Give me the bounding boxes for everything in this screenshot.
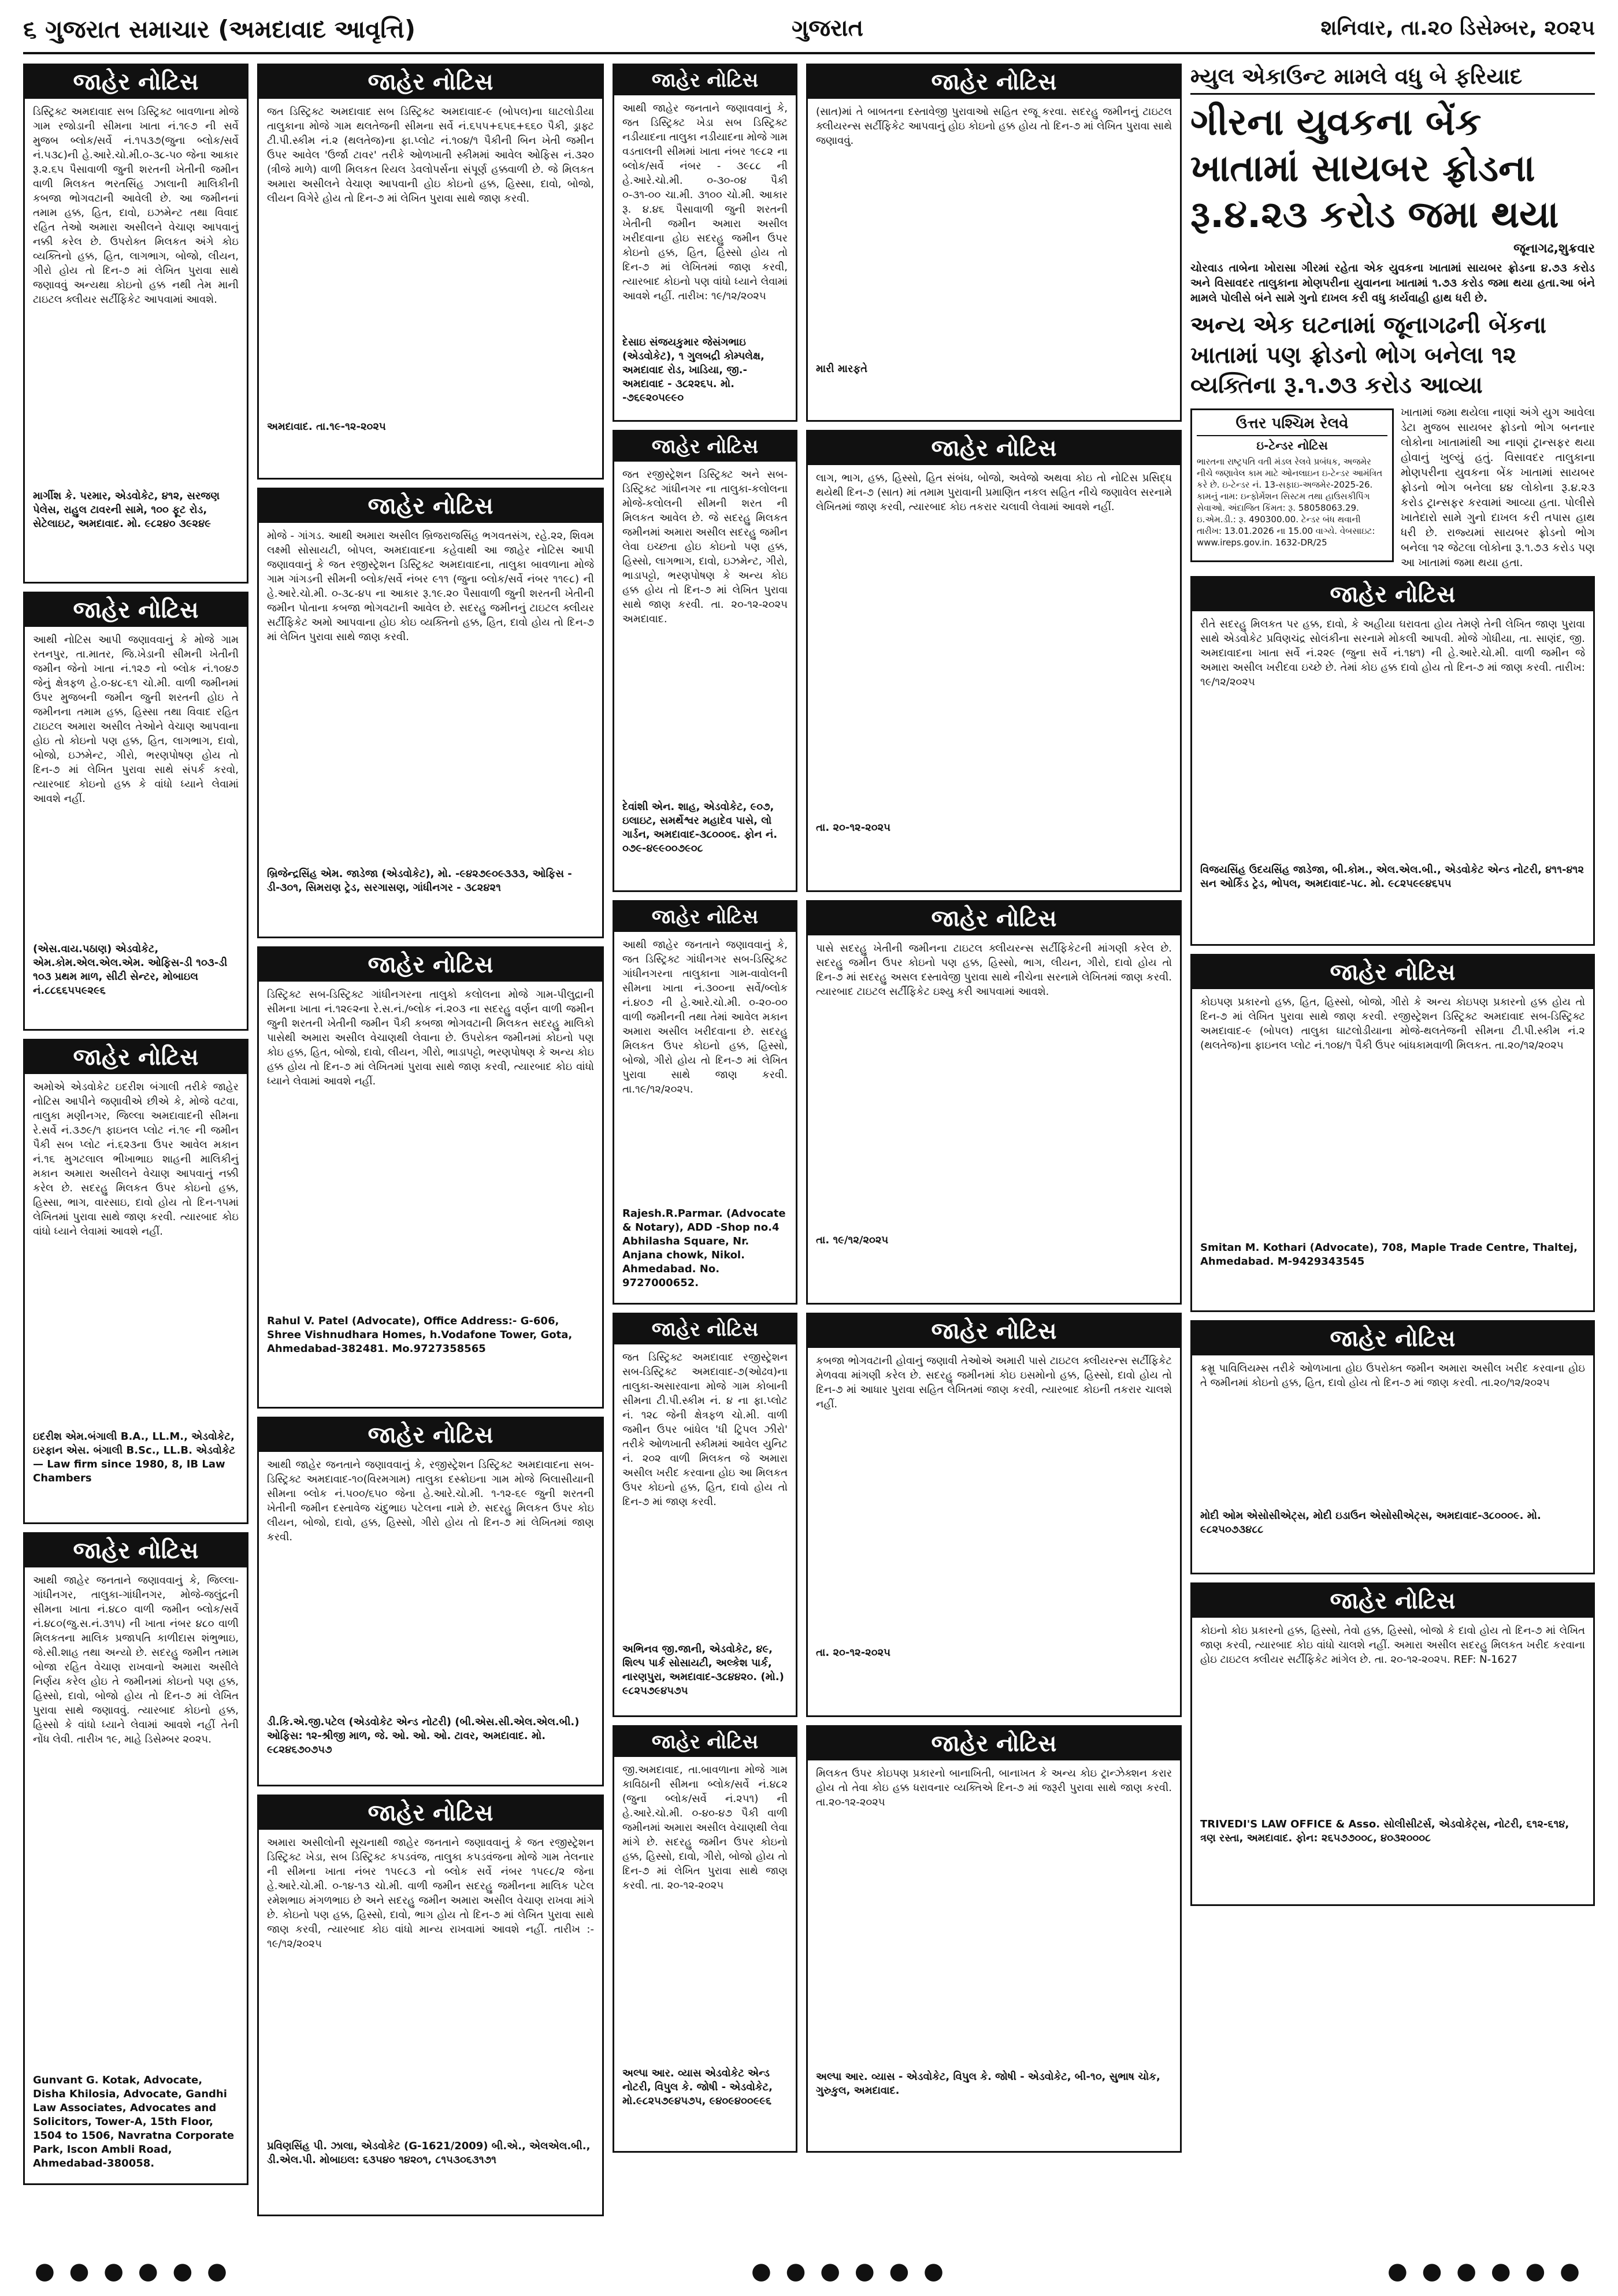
notice-title: જાહેર નોટિસ bbox=[808, 1314, 1180, 1348]
notice-title: જાહેર નોટિસ bbox=[259, 1418, 602, 1452]
public-notice bbox=[257, 488, 604, 938]
advocate-signature: અલ્પા આર. વ્યાસ એડવોકેટ એન્ડ નોટરી, વિપુલ કે. જોષી - એડવોકેટ, મો.૯૮૨૫૭૯૪૫૭૫, ૯૪૦૯૪૦૦૯૯૬ bbox=[622, 2067, 773, 2107]
public-notice bbox=[23, 1039, 248, 1524]
public-notice bbox=[806, 430, 1182, 892]
public-notice bbox=[257, 1795, 604, 2216]
advocate-signature: તા. ૨૦-૧૨-૨૦૨૫ bbox=[816, 822, 890, 834]
notice-title: જાહેર નોટિસ bbox=[25, 65, 247, 99]
print-registration-marks: ● ● ● ● ● ● bbox=[751, 2258, 947, 2284]
notice-title: જાહેર નોટિસ bbox=[808, 902, 1180, 935]
notice-title: જાહેર નોટિસ bbox=[259, 1796, 602, 1830]
notice-text: આથી જાહેર જનતાને જણાવવાનું કે, જત ડિસ્ટ્રિક્ટ ખેડા સબ ડિસ્ટ્રિક્ટ નડીયાદના તાલુકા નડીયાદના મોજે ગામ વડતાલની સીમમાં ખાતા નંબર ૧૯૮૨ ના બ્લોક/સર્વે નંબર - ૩૯૮૮ ની હે.આરે.ચો.મી. ૦-૩૦-૦૪ પૈકી ૦-૩૧-૦૦ ચા.મી. ૩૧૦૦ ચો.મી. આકાર રૂ. ૪.૪૬ પૈસાવાળી જુની શરતની ખેતીની જમીન અમારા અસીલ ખરીદવાના હોઇ સદરહુ જમીન ઉપર કોઇનો હક્ક, હિત, હિસ્સો હોય તો દિન-૭ માં લેખિતમાં જાણ કરવી, ત્યારબાદ કોઇનો પણ વાંધો ધ્યાને લેવામાં આવશે નહીં. તારીખ: ૧૯/૧૨/૨૦૨૫ bbox=[622, 102, 788, 302]
issue-date: શનિવાર, તા.૨૦ ડિસેમ્બર, ૨૦૨૫ bbox=[1320, 16, 1595, 40]
notice-title: જાહેર નોટિસ bbox=[614, 432, 796, 462]
advocate-signature: અલ્પા આર. વ્યાસ - એડવોકેટ, વિપુલ કે. જોષી - એડવોકેટ, બી-૧૦, સુભાષ ચોક, ગુરુકુલ, અમદાવાદ. bbox=[816, 2071, 1160, 2097]
print-registration-marks: ● ● ● ● ● ● bbox=[1387, 2258, 1583, 2284]
railway-ad-body: ભારતના રાષ્ટ્રપતિ વતી મંડલ રેલવે પ્રબંધક, અજમેર નીચે જણાવેલ કામ માટે ઓનલાઇન ઇ-ટેન્ડર આમંત્રિત કરે છે. ઇ-ટેન્ડર નં. 13-સફાઇ-અજમેર-2025-26. કામનું નામ: ઇન્ફોર્મેશન સિસ્ટમ તથા હાઉસકીપિંગ સેવાઓ. અંદાજિત કિંમત: રૂ. 58058063.29. ઇ.એમ.ડી.: રૂ. 490300.00. ટેન્ડર બંધ થવાની તારીખ: 13.01.2026 ના 15.00 વાગ્યે. વેબસાઇટ: www.ireps.gov.in. 1632-DR/25 bbox=[1197, 456, 1383, 548]
public-notice bbox=[257, 64, 604, 480]
advocate-signature: Gunvant G. Kotak, Advocate, Disha Khilosia, Advocate, Gandhi Law Associates, Advocates and Solicitors, Tower-A, 15th Floor, 1504 to 1506, Navratna Corporate Park, Iscon Ambli Road, Ahmedabad-380058. bbox=[33, 2074, 235, 2169]
advocate-signature: (એસ.વાય.પઠાણ) એડવોકેટ, એમ.કોમ.એલ.એલ.એમ. ઓફિસ-ડી ૧૦૩-ડી ૧૦૩ પ્રથમ માળ, સીટી સેન્ટર, મોબાઇલ નં.૮૮૬૬૫૫૯૨૯૬ bbox=[33, 943, 228, 997]
advocate-signature: દેસાઇ સંજયકુમાર જેસંગભાઇ (એડવોકેટ), ૧ ગુલબદ્રી કોમ્પલેક્ષ, અમદાવાદ રોડ, ખાડિયા, જી.-અમદાવાદ - ૩૮૨૨૬૫. મો. -૭૬૯૨૦૫૯૯૦ bbox=[622, 336, 765, 404]
public-notice bbox=[806, 64, 1182, 422]
notice-text: કોઇનો કોઇ પ્રકારનો હક્ક, હિસ્સો, તેવો હક્ક, હિસ્સો, બોજો કે દાવો હોય તો દિન-૭ માં લેખિત જાણ કરવી, ત્યારબાદ કોઇ વાંધો ચાલશે નહીં. અમારા અસીલ સદરહુ મિલકત ખરીદ કરવાના હોઇ ટાઇટલ ક્લીયર સર્ટીફિકેટ માંગેલ છે. તા. ૨૦-૧૨-૨૦૨૫. REF: N-1627 bbox=[1200, 1625, 1585, 1666]
railway-ad-title: ઉત્તર પશ્ચિમ રેલવે bbox=[1197, 415, 1387, 436]
railway-tender-ad bbox=[1190, 408, 1394, 562]
notice-title: જાહેર નોટિસ bbox=[614, 1314, 796, 1344]
edition: (અમદાવાદ આવૃત્તિ) bbox=[218, 15, 416, 43]
notice-text: જત ડિસ્ટ્રિક્ટ અમદાવાદ રજીસ્ટ્રેશન સબ-ડિસ્ટ્રિક્ટ અમદાવાદ-૭(ઓઢવ)ના તાલુકા-અસારવાના મોજે ગામ કોબાની સીમના ટી.પી.સ્કીમ નં. ૪ ના ફા.પ્લોટ નં. ૧૨૮ જેની ક્ષેત્રફળ ચો.મી. વાળી જમીન ઉપર બાંધેલ 'ધી ટ્રિપલ ઝીરો' તરીકે ઓળખાતી સ્કીમમાં આવેલ યુનિટ નં. ૨૦૨ વાળી મિલકત જે અમારા અસીલ ખરીદ કરવાના હોઇ આ મિલકત ઉપર કોઇનો હક્ક, હિત, દાવો હોય તો દિન-૭ માં જાણ કરવી. bbox=[622, 1351, 788, 1508]
notice-text: પાસે સદરહુ ખેતીની જમીનના ટાઇટલ ક્લીયરન્સ સર્ટીફિકેટની માંગણી કરેલ છે. સદરહુ જમીન ઉપર કોઇનો પણ હક્ક, હિસ્સો, ભાગ, લીયન, ગીરો, દાવો હોય તો દિન-૭ માં સદરહુ અસલ દસ્તાવેજી પુરાવા સાથે નીચેના સરનામે લેખિતમાં જાણ કરવી. ત્યારબાદ ટાઇટલ સર્ટીફિકેટ ઇશ્યુ કરી આપવામાં આવશે. bbox=[816, 942, 1172, 998]
notice-title: જાહેર નોટિસ bbox=[1192, 1322, 1593, 1355]
advocate-signature: તા. ૧૯/૧૨/૨૦૨૫ bbox=[816, 1234, 889, 1246]
public-notice bbox=[613, 900, 797, 1305]
notice-title: જાહેર નોટિસ bbox=[259, 948, 602, 982]
notice-title: જાહેર નોટિસ bbox=[808, 432, 1180, 465]
public-notice bbox=[1190, 576, 1595, 946]
notice-text: કોઇપણ પ્રકારનો હક્ક, હિત, હિસ્સો, બોજો, ગીરો કે અન્ય કોઇપણ પ્રકારનો હક્ક હોય તો દિન-૭ માં લેખિત પુરાવા સાથે જાણ કરવી. રજીસ્ટ્રેશન ડિસ્ટ્રિક્ટ અમદાવાદ સબ-ડિસ્ટ્રિક્ટ અમદાવાદ-૯ (બોપલ) તાલુકા ઘાટલોડીયાના મોજે-થલતેજની સીમના ટી.પી.સ્કીમ નં.૨ (થલતેજ)ના ફાઇનલ પ્લોટ નં.૧૦૪/૧ પૈકી ઉપર બાંધકામવાળી મિલકત. તા.૨૦/૧૨/૨૦૨૫ bbox=[1200, 996, 1585, 1052]
advocate-signature: ડી.કિ.એ.જી.પટેલ (એડવોકેટ એન્ડ નોટરી) (બી.એસ.સી.એલ.એલ.બી.) ઓફિસ: ૧૨-શ્રીજી માળ, જે. ઓ. ઓ. ઓ. ટાવર, અમદાવાદ. મો. ૯૮૨૪૬૭૦૭૫૭ bbox=[267, 1716, 580, 1756]
advocate-signature: Smitan M. Kothari (Advocate), 708, Maple Trade Centre, Thaltej, Ahmedabad. M-9429343545 bbox=[1200, 1242, 1578, 1268]
notice-text: આથી જાહેર જનતાને જણાવવાનું કે, રજીસ્ટ્રેશન ડિસ્ટ્રિક્ટ અમદાવાદના સબ-ડિસ્ટ્રિક્ટ અમદાવાદ-૧૦(વિરમગામ) તાલુકા દસ્ક્રોઇના ગામ મોજે બિલાસીયાની સીમના બ્લોક નં.૫૦૦/૬૫૦ જેના હે.આરે.ચો.મી. ૧-૧૨-૬૯ જુની શરતની ખેતીની જમીન દસ્તાવેજ ચંદુભાઇ પટેલના નામે છે. સદરહુ મિલકત ઉપર કોઇ લીયન, બોજો, દાવો, હક્ક, હિસ્સો, ગીરો હોય તો દિન-૭ માં લેખિતમાં જાણ કરવી. bbox=[267, 1459, 594, 1543]
notice-text: અમારા અસીલોની સૂચનાથી જાહેર જનતાને જણાવવાનું કે જત રજીસ્ટ્રેશન ડિસ્ટ્રિક્ટ ખેડા, સબ ડિસ્ટ્રિક્ટ કપડવંજ, તાલુકા કપડવંજના મોજે ગામ તેલનાર ની સીમના ખાતા નંબર ૧૫૯૮૩ નો બ્લોક સર્વે નંબર ૧૫૯૮/૨ જેના હે.આરે.ચો.મી. ૦-૧૪-૧૩ ચો.મી. વાળી જમીન સદરહુ જમીનના માલિક પટેલ રમેશભાઇ મંગળભાઇ છે અને સદરહુ જમીન અમારા અસીલ વેચાણ રાખવા માંગે છે. કોઇનો પણ હક્ક, હિસ્સો, દાવો, ભાગ હોય તો દિન-૭ માં લેખિત પુરાવા સાથે જાણ કરવી, ત્યારબાદ કોઇ વાંધો માન્ય રાખવામાં આવશે નહીં. તારીખ :- ૧૯/૧૨/૨૦૨૫ bbox=[267, 1837, 594, 1950]
notice-text: જી.અમદાવાદ, તા.બાવળાના મોજે ગામ કાવિઠાની સીમના બ્લોક/સર્વે નં.૪૮૨ (જુના બ્લોક/સર્વે નં.૨૫૧) ની હે.આરે.ચો.મી. ૦-૪૦-૪૭ પૈકી વાળી જમીનમાં અમારા અસીલ વેચાણથી લેવા માંગે છે. સદરહુ જમીન ઉપર કોઇનો હક્ક, હિસ્સો, દાવો, ગીરો, બોજો હોય તો દિન-૭ માં લેખિત પુરાવા સાથે જાણ કરવી. તા. ૨૦-૧૨-૨૦૨૫ bbox=[622, 1764, 788, 1892]
notice-text: ડિસ્ટ્રિક્ટ અમદાવાદ સબ ડિસ્ટ્રિક્ટ બાવળાના મોજે ગામ રજોડાની સીમના ખાતા નં.૧૯૭ ની સર્વે મુજબ બ્લોક/સર્વે નં.૧૫૩૭(જુના બ્લોક/સર્વે નં.૫૩૮)ની હે.આરે.ચો.મી.૦-૩૮-૫૦ જેના આકાર રૂ.૨.૬૫ પૈસાવાળી જુની શરતની ખેતીની જમીન વાળી મિલકત ભરતસિંહ ઝાલાની માલિકીની કબજા ભોગવટાની આવેલી છે. આ જમીનનાં તમામ હક્ક, હિત, દાવો, ઇઝમેન્ટ તથા વિવાદ રહિત તેઓ અમારા અસીલને વેચાણ આપવાનું નક્કી કરેલ છે. ઉપરોક્ત મિલકત અંગે કોઇ વ્યક્તિનો હક્ક, હિત, લાગભાગ, બોજો, લીયન, ગીરો હોય તો દિન-૭ માં લેખિત પુરાવા સાથે જણાવવું અન્યથા કોઇનો હક્ક નથી તેમ માની ટાઇટલ ક્લીયર સર્ટીફિકેટ આપવામાં આવશે. bbox=[33, 106, 239, 306]
advocate-signature: મારી મારફતે bbox=[816, 363, 868, 375]
news-article bbox=[1190, 64, 1595, 1914]
public-notice bbox=[23, 64, 248, 584]
notice-text: અમોએ એડવોકેટ ઇદરીશ બંગાલી તરીકે જાહેર નોટિસ આપીને જણાવીએ છીએ કે, મોજે વટવા, તાલુકા મણીનગર, જિલ્લા અમદાવાદની સીમના રે.સર્વે નં.૩૭૯/૧ ફાઇનલ પ્લોટ નં.૧૯ ની જમીન પૈકી સબ પ્લોટ નં.૬૨૩ના ઉપર આવેલ મકાન નં.૧૬ મુગટલાલ ભીખાભાઇ શાહની માલિકીનું મકાન અમારા અસીલને વેચાણ આપવાનું નક્કી કરેલ છે. સદરહુ મિલકત ઉપર કોઇનો હક્ક, હિસ્સા, ભાગ, વારસાઇ, દાવો હોય તો દિન-૧૫માં લેખિતમાં પુરાવા સાથે જાણ કરવી. ત્યારબાદ કોઇ વાંધો ધ્યાને લેવામાં આવશે નહીં. bbox=[33, 1081, 239, 1238]
notice-text: જત ડિસ્ટ્રિક્ટ અમદાવાદ સબ ડિસ્ટ્રિક્ટ અમદાવાદ-૯ (બોપલ)ના ઘાટલોડીયા તાલુકાના મોજે ગામ થલતેજની સીમના સર્વે નં.૬૫૫+૬૫૬+૬૬૦ પૈકી, ડ્રાફ્ટ ટી.પી.સ્કીમ નં.૨ (થલતેજ)ના ફા.પ્લોટ નં.૧૦૪/૧ પૈકીની બિન ખેતી જમીન ઉપર આવેલ 'ઉર્જા ટાવર' તરીકે ઓળખાતી સ્કીમમાં આવેલ ઓફિસ નં.૩૨૦ (ત્રીજે માળે) વાળી મિલકત રિયલ ડેવલોપર્સના સંપૂર્ણ હક્કવાળી છે. જે મિલકત અમારા અસીલને વેચાણ આપવાની હોઇ કોઇનો હક્ક, હિસ્સા, દાવો, બોજો, લીયન વિગેરે હોય તો દિન-૭ માં લેખિત પુરાવા સાથે જાણ કરવી. bbox=[267, 106, 594, 205]
notice-column-2 bbox=[257, 64, 604, 2224]
notice-title: જાહેર નોટિસ bbox=[259, 65, 602, 99]
notice-text: (સાત)માં તે બાબતના દસ્તાવેજી પુરાવાઓ સહિત રજૂ કરવા. સદરહુ જમીનનું ટાઇટલ ક્લીયરન્સ સર્ટીફિકેટ આપવાનું હોઇ કોઇનો હક્ક હોય તો દિન-૭ માં લેખિત પુરાવા સાથે જણાવવું. bbox=[816, 106, 1172, 147]
notice-text: મિલકત ઉપર કોઇપણ પ્રકારનો બાનાખિતી, બાનાખત કે અન્ય કોઇ ટ્રાન્ઝેક્શન કરાર હોય તો તેવા કોઇ હક્ક ધરાવનાર વ્યક્તિએ દિન-૭ માં જરૂરી પુરાવા સાથે જાણ કરવી. તા.૨૦-૧૨-૨૦૨૫ bbox=[816, 1767, 1172, 1808]
advocate-signature: Rahul V. Patel (Advocate), Office Address:- G-606, Shree Vishnudhara Homes, h.Vodafone Tower, Gota, Ahmedabad-382481. Mo.9727358565 bbox=[267, 1315, 573, 1355]
advocate-signature: TRIVEDI'S LAW OFFICE & Asso. સોલીસીટર્સ, એડવોકેટ્સ, નોટરી, ૬૧૨-૬૧૪, ત્રણ રસ્તા, અમદાવાદ. ફોન: ૨૬૫૭૭૦૦૮, ૪૦૩૨૦૦૦૮ bbox=[1200, 1818, 1569, 1844]
notice-column-3 bbox=[613, 64, 797, 2161]
page-header bbox=[23, 12, 1595, 54]
notice-column-1 bbox=[23, 64, 248, 2193]
public-notice bbox=[23, 1532, 248, 2185]
advocate-signature: ઇદરીશ એમ.બંગાલી B.A., LL.M., એડવોકેટ, ઇરફાન એસ. બંગાલી B.Sc., LL.B. એડવોકેટ — Law firm since 1980, 8, IB Law Chambers bbox=[33, 1431, 236, 1484]
notice-title: જાહેર નોટિસ bbox=[25, 1534, 247, 1567]
masthead bbox=[23, 15, 415, 44]
article-subheadline: અન્ય એક ઘટનામાં જૂનાગઢની બેંકના ખાતામાં પણ ફ્રોડનો ભોગ બનેલા ૧૨ વ્યક્તિના રૂ.૧.૭૩ કરોડ આવ્યા bbox=[1190, 312, 1546, 399]
article-body: ખાતામાં જમા થયેલા નાણાં અંગે યુગ આવેલા ડેટા મુજબ સાયબર ફ્રોડનો ભોગ બનનાર લોકોના ખાતામાંથી આ નાણાં ટ્રાન્સફર થયા હોવાનું ખુલ્યું હતું. વિસાવદર તાલુકાના મોણપરીના યુવકના બેંક ખાતામાં સાયબર ફ્રોડનો ભોગ બનેલા ૪૪ લોકોના રૂ.૪.૨૩ કરોડ ટ્રાન્સફર કરવામાં આવ્યા હતા. પોલીસે ખાતેદારો સામે ગુનો દાખલ કરી તપાસ હાથ ધરી છે. રાજ્યમાં સાયબર ફ્રોડનો ભોગ બનેલા ૧૨ જેટલા લોકોના રૂ.૧.૭૩ કરોડ પણ આ ખાતામાં જમા થયા હતા. bbox=[1401, 406, 1595, 569]
public-notice bbox=[23, 592, 248, 1031]
notice-title: જાહેર નોટિસ bbox=[25, 1041, 247, 1074]
advocate-signature: બ્રિજેન્દ્રસિંહ એમ. જાડેજા (એડવોકેટ), મો. -૯૪૨૭૯૦૯૩૩૩, ઓફિસ - ડી-૩૦૧, સિમરાણ ટ્રેડ, સરગાસણ, ગાંધીનગર - ૩૮૨૪૨૧ bbox=[267, 868, 572, 894]
public-notice bbox=[613, 1313, 797, 1717]
advocate-signature: માર્ગીશ કે. પરમાર, એડવોકેટ, ૪૧૨, સરજણ પેલેસ, રાહુલ ટાવરની સામે, ૧૦૦ ફૂટ રોડ, સેટેલાઇટ, અમદાવાદ. મો. ૯૮૨૪૦ ૩૯૨૪૯ bbox=[33, 490, 220, 530]
paper-name: ગુજરાત સમાચાર bbox=[45, 15, 210, 43]
public-notice bbox=[257, 946, 604, 1409]
public-notice bbox=[1190, 954, 1595, 1312]
public-notice bbox=[806, 1313, 1182, 1717]
article-kicker: મ્યુલ એકાઉન્ટ મામલે વધુ બે ફરિયાદ bbox=[1190, 64, 1595, 95]
notice-title: જાહેર નોટિસ bbox=[1192, 956, 1593, 989]
notice-text: લાગ, ભાગ, હક્ક, હિસ્સો, હિત સંબંધ, બોજો, અવેજો અથવા કોઇ તો નોટિસ પ્રસિદ્ધ થયેથી દિન-૭ (સાત) માં તમામ પુરાવાની પ્રમાણિત નકલ સહિત નીચે જણાવેલ સરનામે લેખિતમાં જાણ કરવી, ત્યારબાદ કોઇ તકરાર ચલાવી લેવામાં આવશે નહીં. bbox=[816, 472, 1172, 513]
notice-text: મોજે - ગાંગડ. આથી અમારા અસીલ બ્રિજરાજસિંહ ભગવતસંગ, રહે.૨૨, શિવમ લક્ષ્મી સોસાયટી, બોપલ, અમદાવાદના કહેવાથી આ જાહેર નોટિસ આપી જણાવવાનું કે જત રજીસ્ટ્રેશન ડિસ્ટ્રિક્ટ અમદાવાદના, તાલુકા બાવળાના મોજે ગામ ગાંગડની સીમની બ્લોક/સર્વે નંબર ૯૧૧ (જુના બ્લોક/સર્વે નંબર ૧૧૯૮) ની હે.આરે.ચો.મી. ૦-૩૮-૪૫ ના આકાર રૂ.૧૯.૨૦ પૈસાવાળી જુની શરતની ખેતીની જમીન પોતાના કબજા ભોગવટાની આવેલ છે. સદરહુ જમીનનું ટાઇટલ ક્લીયર સર્ટીફિકેટ અમો આપવાના હોઇ કોઇ વ્યક્તિનો હક્ક, હિત, દાવો હોય તો દિન-૭ માં લેખિત પુરાવા સાથે જાણ કરવી. bbox=[267, 530, 594, 643]
notice-title: જાહેર નોટિસ bbox=[259, 489, 602, 523]
advocate-signature: દેવાંશી એન. શાહ, એડવોકેટ, ૯૦૭, ઇલાઇટ, સમર્થેશ્વર મહાદેવ પાસે, લો ગાર્ડન, અમદાવાદ-૩૮૦૦૦૬. ફોન નં. ૦૭૯-૪૯૯૦૦૭૯૦૮ bbox=[622, 801, 778, 855]
notice-text: આથી જાહેર જનતાને જણાવવાનું કે, જિલ્લા-ગાંધીનગર, તાલુકા-ગાંધીનગર, મોજે-જલુંદ્રની સીમના ખાતા નં.૪૮૦ વાળી જમીન બ્લોક/સર્વે નં.૪૮૦(જુ.સ.નં.૩૧૫) ની ખાતા નંબર ૪૮૦ વાળી મિલકતના માલિક પ્રજાપતિ કાળીદાસ શંભુભાઇ, જે.સી.શાહ તથા અન્યો છે. સદરહુ જમીન તમામ બોજા રહિત વેચાણ રાખવાનો અમારા અસીલે નિર્ણય કરેલ હોઇ તે જમીનમાં કોઇનો પણ હક્ક, હિસ્સો, દાવો, બોજો હોય તો દિન-૭ માં લેખિત પુરાવા સાથે જણાવવું. ત્યારબાદ કોઇનો હક્ક, હિસ્સો કે વાંધો ધ્યાને લેવામાં આવશે નહીં તેની નોંધ લેવી. તારીખ ૧૯, માહે ડિસેમ્બર ૨૦૨૫. bbox=[33, 1574, 239, 1745]
notice-title: જાહેર નોટિસ bbox=[1192, 578, 1593, 611]
section-name: ગુજરાત bbox=[792, 15, 864, 42]
notice-text: કબજા ભોગવટાની હોવાનું જણાવી તેઓએ અમારી પાસે ટાઇટલ ક્લીયરન્સ સર્ટીફિકેટ મેળવવા માંગણી કરેલ છે. સદરહુ જમીનમાં કોઇ ઇસમોનો હક્ક, હિસ્સો, દાવો હોય તો દિન-૭ માં આધાર પુરાવા સહિત લેખિતમાં જાણ કરવી, ત્યારબાદ કોઇની તકરાર ચાલશે નહીં. bbox=[816, 1355, 1172, 1410]
article-lead: ચોરવાડ તાબેના ખોરાસા ગીરમાં રહેતા એક યુવકના ખાતામાં સાયબર ફ્રોડના ૪.૭૩ કરોડ અને વિસાવદર તાલુકાના મોણપરીના યુવાનના ખાતામાં ૧.૭૩ કરોડ જમા થયા હતા.આ બંને મામલે પોલીસે બંને સામે ગુનો દાખલ કરી વધુ કાર્યવાહી હાથ ધરી છે. bbox=[1190, 262, 1595, 304]
public-notice bbox=[257, 1417, 604, 1786]
article-dateline: જૂનાગઢ,શુક્રવાર bbox=[1513, 242, 1595, 256]
public-notice bbox=[806, 900, 1182, 1305]
notice-title: જાહેર નોટિસ bbox=[25, 593, 247, 627]
advocate-signature: અમદાવાદ. તા.૧૯-૧૨-૨૦૨૫ bbox=[267, 421, 386, 433]
advocate-signature: તા. ૨૦-૧૨-૨૦૨૫ bbox=[816, 1647, 890, 1659]
article-headline: ગીરના યુવકના બેંક ખાતામાં સાયબર ફ્રોડના રૂ.૪.૨૩ કરોડ જમા થયા bbox=[1190, 101, 1559, 236]
public-notice bbox=[613, 1725, 797, 2153]
advocate-signature: અભિનવ જી.જાની, એડવોકેટ, ૪૯, શિલ્પ પાર્ક સોસાયટી, અલ્કેશ પાર્ક, નારણપુરા, અમદાવાદ-૩૮૪૪૨૦. (મો.) ૯૮૨૫૭૯૪૫૭૫ bbox=[622, 1643, 784, 1697]
notice-text: રીતે સદરહુ મિલકત પર હક્ક, દાવો, કે અહીયા ઘરાવતા હોય તેમણે તેની લેખિત જાણ પુરાવા સાથે એડવોકેટ પ્રવિણચંદ્ર સોલંકીના સરનામે મોકલી આપવી. મોજે ગોધીયા, તા. સાણંદ, જી. અમદાવાદના ખાતા સર્વે નં.૨૨૯ (જુના સર્વે નં.૧૪૧) ની હે.આરે.ચો.મી. વાળી જમીન જે અમારા અસીલ ખરીદવા ઇચ્છે છે. તેમાં કોઇ હક્ક દાવો હોય તો દિન-૭ માં જાણ કરવી. તારીખ: ૧૯/૧૨/૨૦૨૫ bbox=[1200, 618, 1585, 688]
notice-title: જાહેર નોટિસ bbox=[614, 1727, 796, 1757]
page-number: ૬ bbox=[23, 15, 37, 43]
notice-title: જાહેર નોટિસ bbox=[614, 65, 796, 95]
advocate-signature: વિજયસિંહ ઉદયસિંહ જાડેજા, બી.કોમ., એલ.એલ.બી., એડવોકેટ એન્ડ નોટરી, ૪૧૧-૪૧૨ સન ઓર્કિડ ટ્રેડ, ભોપલ, અમદાવાદ-૫૮. મો. ૯૮૨૫૯૯૪૬૫૫ bbox=[1200, 864, 1584, 890]
public-notice bbox=[613, 430, 797, 892]
notice-text: આથી જાહેર જનતાને જણાવવાનું કે, જત ડિસ્ટ્રિક્ટ ગાંધીનગર સબ-ડિસ્ટ્રિક્ટ ગાંધીનગરના તાલુકાના ગામ-વાવોલની સીમના ખાતા નં.૩૦૦ના સર્વે/બ્લોક નં.૪૦૭ ની હે.આરે.ચો.મી. ૦-૨૦-૦૦ વાળી જમીનની તથા તેમાં આવેલ મકાન અમારા અસીલ ખરીદવાના છે. સદરહુ મિલકત ઉપર કોઇનો હક્ક, હિસ્સો, બોજો, ગીરો હોય તો દિન-૭ માં લેખિત પુરાવા સાથે જાણ કરવી. તા.૧૯/૧૨/૨૦૨૫. bbox=[622, 939, 788, 1095]
notice-text: જત રજીસ્ટ્રેશન ડિસ્ટ્રિક્ટ અને સબ-ડિસ્ટ્રિક્ટ ગાંધીનગર ના તાલુકા-કલોલના મોજે-કલોલની સીમની શરત ની મિલકત આવેલ છે. જે સદરહુ મિલકત જમીનમાં અમારા અસીલ સદરહુ જમીન લેવા ઇચ્છતા હોઇ કોઇનો પણ હક્ક, હિસ્સો, લાગભાગ, દાવો, ઇઝમેન્ટ, ગીરો, ભાડાપટ્ટો, ભરણપોષણ કે અન્ય કોઇ હક્ક હોય તો દિન-૭ માં લેખિત પુરાવા સાથે જાણ કરવી. તા. ૨૦-૧૨-૨૦૨૫ અમદાવાદ. bbox=[622, 469, 788, 625]
notice-text: આથી નોટિસ આપી જણાવવાનું કે મોજે ગામ રતનપુર, તા.માતર, જિ.ખેડાની સીમની ખેતીની જમીન જેનો ખાતા નં.૧૨૭ નો બ્લોક નં.૧૦૪૭ જેનું ક્ષેત્રફળ હે.૦-૪૮-૬૧ ચો.મી. વાળી જમીનમાં ઉપર મુજબની જમીન જુની શરતની હોઇ તે જમીનના તમામ હક્ક, હિસ્સા તથા વિવાદ રહિત ટાઇટલ અમારા અસીલ તેઓને વેચાણ આપવાના હોઇ તો કોઇનો પણ હક્ક, હિત, લાગભાગ, દાવો, બોજો, ઇઝમેન્ટ, ગીરો, ભરણપોષણ હોય તો દિન-૭ માં લેખિત પુરાવા સાથે સંપર્ક કરવો, ત્યારબાદ કોઇનો હક્ક કે વાંધો ધ્યાને લેવામાં આવશે નહીં. bbox=[33, 634, 239, 805]
public-notice bbox=[1190, 1582, 1595, 1906]
advocate-signature: Rajesh.R.Parmar. (Advocate & Notary), ADD -Shop no.4 Abhilasha Square, Nr. Anjana chowk, Nikol. Ahmedabad. No. 9727000652. bbox=[622, 1208, 786, 1289]
advocate-signature: પ્રવિણસિંહ પી. ઝાલા, એડવોકેટ (G-1621/2009) બી.એ., એલએલ.બી., ડી.એલ.પી. મોબાઇલ: ૬૩૫૪૦ ૧૪૨૦૧, ૮૧૫૩૦૬૩૧૭૧ bbox=[267, 2140, 591, 2166]
notice-title: જાહેર નોટિસ bbox=[808, 1727, 1180, 1760]
print-registration-marks: ● ● ● ● ● ● bbox=[35, 2258, 231, 2284]
notice-text: ડિસ્ટ્રિક્ટ સબ-ડિસ્ટ્રિક્ટ ગાંધીનગરના તાલુકો કલોલના મોજે ગામ-પીલુદ્રાની સીમના ખાતા નં.૧૨૯૨ના રે.સ.નં./બ્લોક નં.૨૦૩ ના સદરહુ વર્ણન વાળી જમીન જુની શરતની ખેતીની જમીન પૈકી કબજા ભોગવટાની મિલકત સદરહુ માલિકો પાસેથી અમારા અસીલ વેચાણથી લેવાના છે. ઉપરોક્ત જમીનમાં કોઇનો પણ કોઇ હક્ક, હિત, બોજો, દાવો, લીયન, ગીરો, ભાડાપટ્ટો, ભરણપોષણ કે અન્ય કોઇ હક્ક હોય તો દિન-૭ માં લેખિતમાં પુરાવા સાથે જાણ કરવી, ત્યારબાદ કોઇ વાંધો ધ્યાને લેવામાં આવશે નહીં. bbox=[267, 989, 594, 1087]
notice-column-4 bbox=[806, 64, 1182, 2161]
railway-ad-subtitle: ઇ-ટેન્ડર નોટિસ bbox=[1256, 439, 1328, 452]
notice-title: જાહેર નોટિસ bbox=[614, 902, 796, 932]
public-notice bbox=[613, 64, 797, 422]
notice-text: ક્રમ્રૂ પાવિલિયમ્સ તરીકે ઓળખાતા હોઇ ઉપરોક્ત જમીન અમારા અસીલ ખરીદ કરવાના હોઇ તે જમીનમાં કોઇનો હક્ક, હિત, દાવો હોય તો દિન-૭ માં જાણ કરવી. તા.૨૦/૧૨/૨૦૨૫ bbox=[1200, 1362, 1585, 1389]
public-notice bbox=[1190, 1320, 1595, 1574]
notice-title: જાહેર નોટિસ bbox=[1192, 1584, 1593, 1618]
public-notice bbox=[806, 1725, 1182, 2153]
notice-title: જાહેર નોટિસ bbox=[808, 65, 1180, 99]
advocate-signature: મોદી ઓમ એસોસીએટ્સ, મોદી ઇડાઉન એસોસીએટ્સ, અમદાવાદ-૩૮૦૦૦૯. મો. ૯૮૨૫૦૭૩૪૮૮ bbox=[1200, 1510, 1541, 1536]
